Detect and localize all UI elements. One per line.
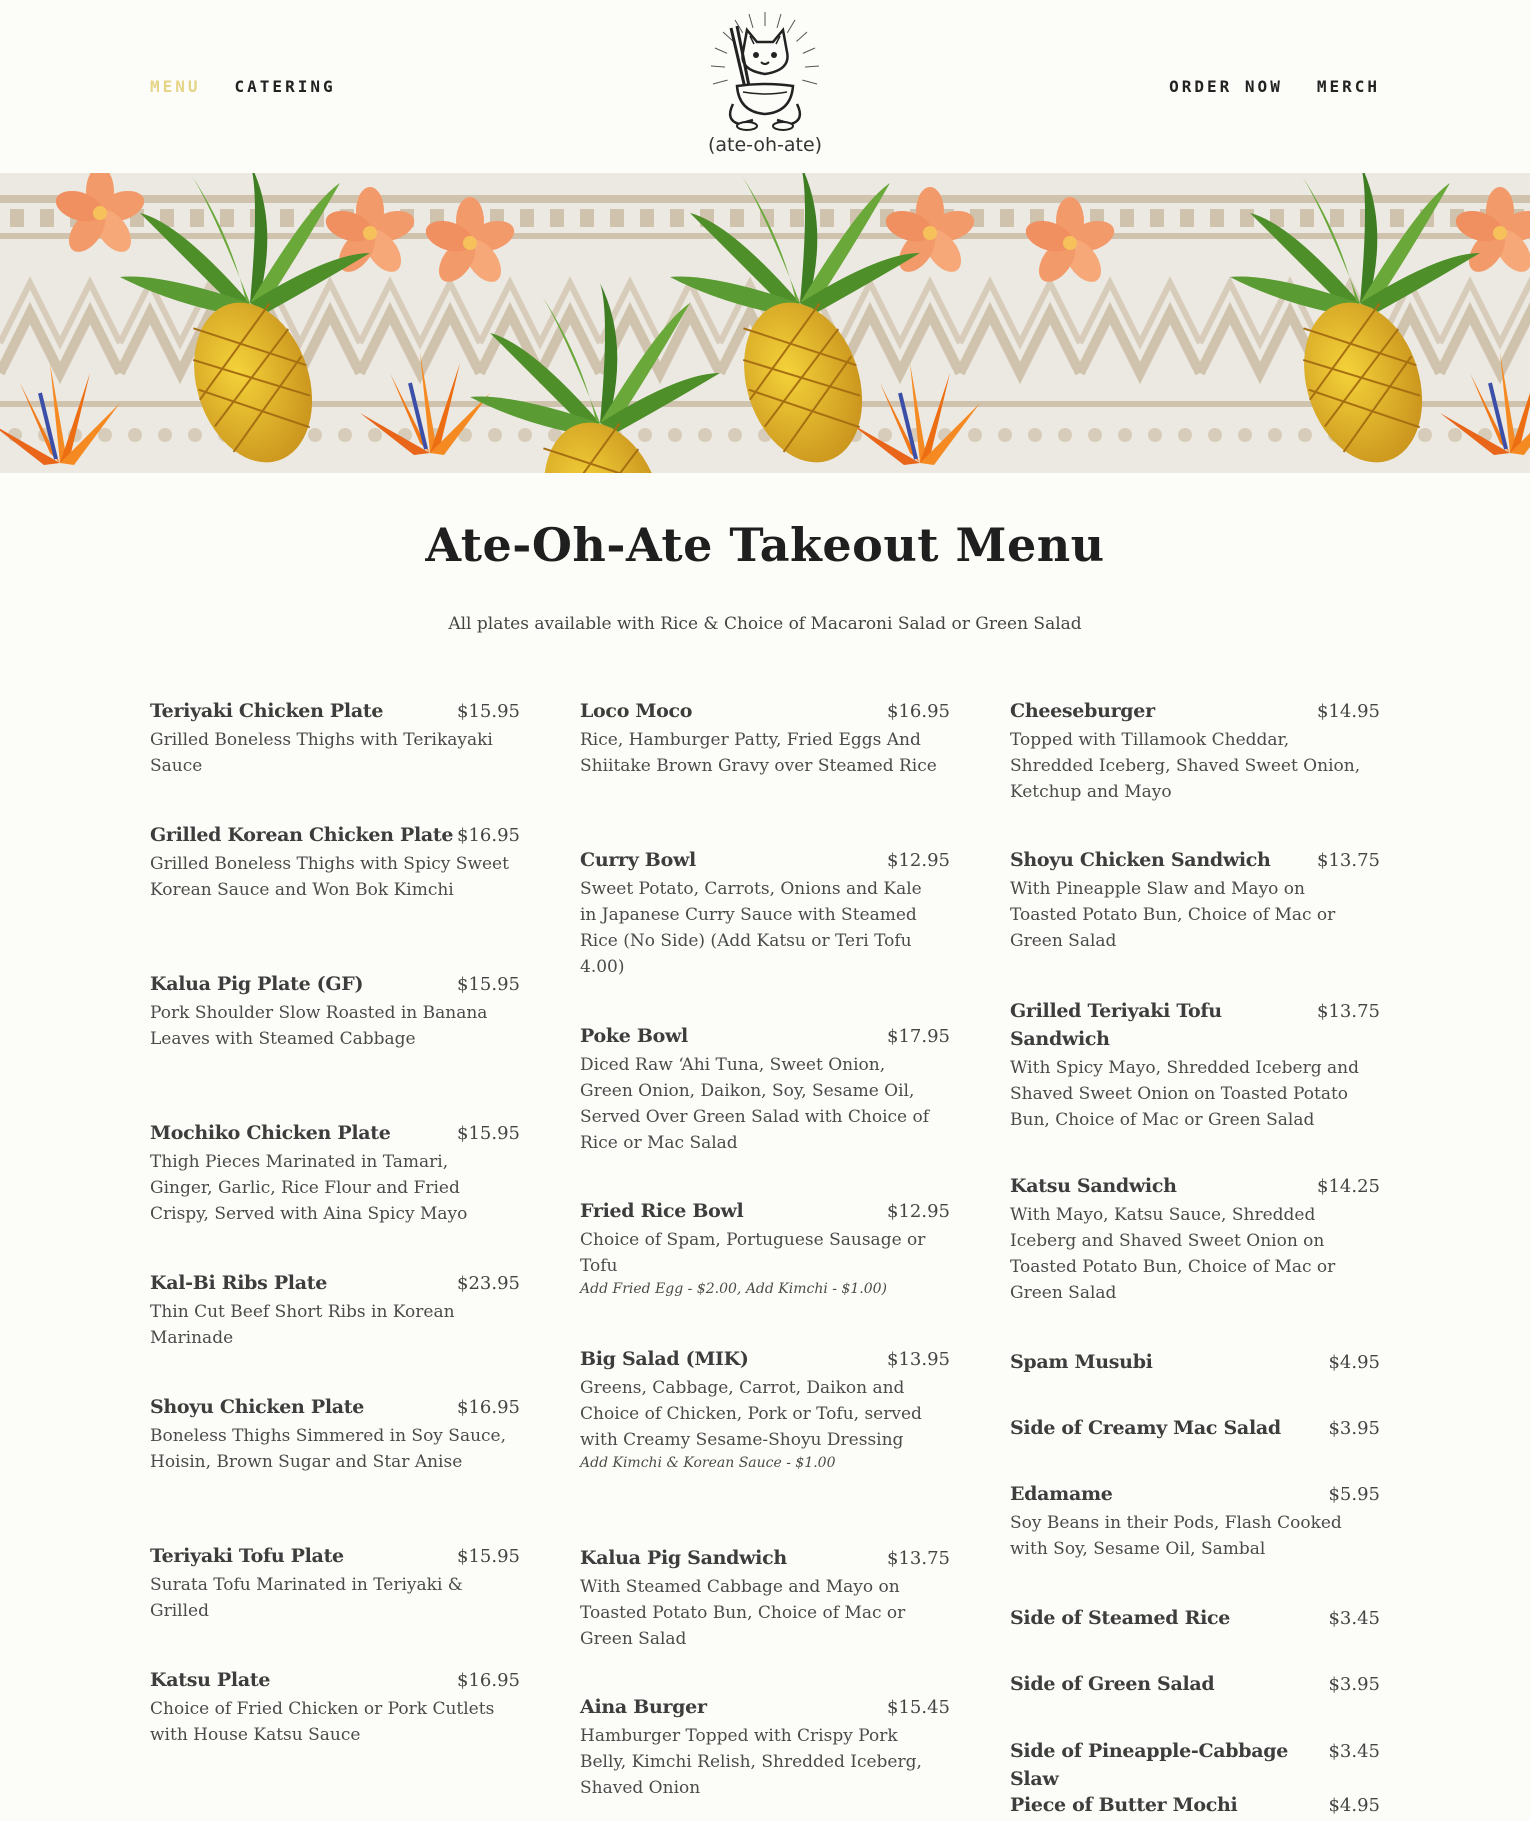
- menu-item: [1010, 846, 1380, 997]
- item-price: $13.95: [887, 1349, 950, 1370]
- menu-item: [150, 697, 520, 821]
- item-price: $3.45: [1328, 1608, 1380, 1629]
- item-price: $15.95: [457, 974, 520, 995]
- item-description: With Pineapple Slaw and Mayo on Toasted Potato Bun, Choice of Mac or Green Salad: [1010, 879, 1336, 951]
- item-description: Thin Cut Beef Short Ribs in Korean Marinade: [150, 1302, 455, 1348]
- menu-item: [1010, 1480, 1380, 1604]
- item-name: Fried Rice Bowl: [580, 1200, 744, 1222]
- item-price: $14.25: [1317, 1176, 1380, 1197]
- item-description: Sweet Potato, Carrots, Onions and Kale in Japanese Curry Sauce with Steamed Rice (No Side) (Add Katsu or Teri Tofu 4.00): [580, 879, 922, 977]
- menu-item: [1010, 1348, 1380, 1414]
- menu-item: [580, 846, 950, 1022]
- item-price: $4.95: [1328, 1352, 1380, 1373]
- item-note: Add Fried Egg - $2.00, Add Kimchi - $1.00): [580, 1281, 888, 1297]
- menu-item: [1010, 1172, 1380, 1348]
- item-price: $13.75: [1317, 1001, 1380, 1022]
- page-subtitle: All plates available with Rice & Choice of Macaroni Salad or Green Salad: [448, 614, 1082, 634]
- menu-item: [1010, 697, 1380, 846]
- menu-item: [150, 1666, 520, 1756]
- menu-item: [150, 970, 520, 1119]
- item-description: Boneless Thighs Simmered in Soy Sauce, Hoisin, Brown Sugar and Star Anise: [150, 1426, 507, 1472]
- nav-catering-link[interactable]: CATERING: [234, 77, 336, 96]
- menu-item: [1010, 1414, 1380, 1480]
- item-name: Side of Creamy Mac Salad: [1010, 1417, 1281, 1439]
- item-description: With Steamed Cabbage and Mayo on Toasted Potato Bun, Choice of Mac or Green Salad: [580, 1577, 906, 1649]
- item-description: Greens, Cabbage, Carrot, Daikon and Choice of Chicken, Pork or Tofu, served with Creamy Sesame-Shoyu Dressing: [580, 1378, 922, 1450]
- item-description: Hamburger Topped with Crispy Pork Belly, Kimchi Relish, Shredded Iceberg, Shaved Onion: [580, 1726, 922, 1798]
- item-description: Rice, Hamburger Patty, Fried Eggs And Shiitake Brown Gravy over Steamed Rice: [580, 730, 937, 776]
- menu-item: [150, 1542, 520, 1666]
- nav-left: [150, 76, 336, 98]
- item-name: Teriyaki Tofu Plate: [150, 1545, 344, 1567]
- item-price: $14.95: [1317, 701, 1380, 722]
- item-name: Grilled Korean Chicken Plate: [150, 824, 454, 846]
- menu-item: [1010, 1670, 1380, 1737]
- logo-text: (ate-oh-ate): [707, 134, 823, 156]
- menu-item: [150, 1119, 520, 1269]
- item-name: Kalua Pig Plate (GF): [150, 973, 364, 995]
- item-description: Choice of Fried Chicken or Pork Cutlets with House Katsu Sauce: [150, 1699, 495, 1745]
- item-price: $12.95: [887, 850, 950, 871]
- tropical-banner: [0, 173, 1530, 473]
- page-title: Ate-Oh-Ate Takeout Menu: [425, 518, 1105, 572]
- item-name: Mochiko Chicken Plate: [150, 1122, 391, 1144]
- menu-item: [580, 697, 950, 846]
- logo[interactable]: [703, 8, 827, 164]
- menu-item: [580, 1022, 950, 1197]
- item-price: $15.95: [457, 701, 520, 722]
- lucky-cat-logo-icon: [703, 8, 827, 132]
- menu-item: [150, 821, 520, 970]
- menu-item: [150, 1269, 520, 1393]
- item-name: Aina Burger: [580, 1696, 707, 1718]
- menu-column-1: [150, 697, 520, 1756]
- item-name: Piece of Butter Mochi: [1010, 1794, 1238, 1816]
- menu-item: [580, 1693, 950, 1803]
- item-price: $23.95: [457, 1273, 520, 1294]
- item-price: $3.95: [1328, 1418, 1380, 1439]
- menu-item: [580, 1544, 950, 1693]
- item-name: Spam Musubi: [1010, 1351, 1153, 1373]
- item-description: Surata Tofu Marinated in Teriyaki & Grilled: [150, 1575, 463, 1621]
- item-note: Add Kimchi & Korean Sauce - $1.00: [580, 1455, 836, 1471]
- item-description: Grilled Boneless Thighs with Terikayaki Sauce: [150, 730, 493, 776]
- item-description: Diced Raw ‘Ahi Tuna, Sweet Onion, Green Onion, Daikon, Soy, Sesame Oil, Served Over Green Salad with Choice of Rice or Mac Salad: [580, 1055, 930, 1153]
- item-price: $16.95: [457, 1397, 520, 1418]
- nav-merch-link[interactable]: MERCH: [1316, 77, 1380, 96]
- item-name: Shoyu Chicken Sandwich: [1010, 849, 1271, 871]
- item-name: Side of Pineapple-Cabbage Slaw: [1010, 1740, 1289, 1790]
- menu-item: [580, 1345, 950, 1544]
- nav-menu-link[interactable]: MENU: [150, 77, 201, 96]
- site-header: [0, 0, 1530, 173]
- item-price: $15.95: [457, 1123, 520, 1144]
- item-price: $16.95: [457, 825, 520, 846]
- item-description: Choice of Spam, Portuguese Sausage or Tofu: [580, 1230, 926, 1276]
- menu-item: [580, 1197, 950, 1345]
- item-name: Loco Moco: [580, 700, 693, 722]
- item-name: Side of Green Salad: [1010, 1673, 1215, 1695]
- item-description: Grilled Boneless Thighs with Spicy Sweet Korean Sauce and Won Bok Kimchi: [150, 854, 509, 900]
- menu-column-2: [580, 697, 950, 1803]
- item-description: Thigh Pieces Marinated in Tamari, Ginger, Garlic, Rice Flour and Fried Crispy, Served with Aina Spicy Mayo: [150, 1152, 468, 1224]
- menu-column-3: [1010, 697, 1380, 1821]
- item-price: $16.95: [887, 701, 950, 722]
- item-price: $5.95: [1328, 1484, 1380, 1505]
- item-price: $13.75: [1317, 850, 1380, 871]
- item-name: Edamame: [1010, 1483, 1113, 1505]
- item-price: $16.95: [457, 1670, 520, 1691]
- item-price: $13.75: [887, 1548, 950, 1569]
- item-description: Topped with Tillamook Cheddar, Shredded Iceberg, Shaved Sweet Onion, Ketchup and Mayo: [1010, 730, 1361, 802]
- menu-item: [1010, 1737, 1380, 1791]
- item-price: $12.95: [887, 1201, 950, 1222]
- item-price: $15.45: [887, 1697, 950, 1718]
- item-price: $17.95: [887, 1026, 950, 1047]
- item-name: Shoyu Chicken Plate: [150, 1396, 365, 1418]
- item-name: Poke Bowl: [580, 1025, 688, 1047]
- item-description: With Spicy Mayo, Shredded Iceberg and Shaved Sweet Onion on Toasted Potato Bun, Choice of Mac or Green Salad: [1010, 1058, 1359, 1130]
- item-name: Curry Bowl: [580, 849, 696, 871]
- item-price: $3.95: [1328, 1674, 1380, 1695]
- item-name: Katsu Plate: [150, 1669, 271, 1691]
- item-price: $3.45: [1328, 1741, 1380, 1762]
- item-name: Kal-Bi Ribs Plate: [150, 1272, 328, 1294]
- menu-item: [1010, 1791, 1380, 1821]
- item-name: Grilled Teriyaki Tofu Sandwich: [1010, 1000, 1222, 1050]
- item-name: Cheeseburger: [1010, 700, 1155, 722]
- item-name: Big Salad (MIK): [580, 1348, 749, 1370]
- menu-item: [1010, 1604, 1380, 1670]
- item-description: Soy Beans in their Pods, Flash Cooked with Soy, Sesame Oil, Sambal: [1010, 1513, 1342, 1559]
- item-name: Side of Steamed Rice: [1010, 1607, 1231, 1629]
- item-name: Teriyaki Chicken Plate: [150, 700, 384, 722]
- menu-item: [150, 1393, 520, 1542]
- nav-order-now-link[interactable]: ORDER NOW: [1169, 77, 1283, 96]
- menu-item: [1010, 997, 1380, 1172]
- item-name: Kalua Pig Sandwich: [580, 1547, 787, 1569]
- item-price: $4.95: [1328, 1795, 1380, 1816]
- nav-right: [1169, 76, 1380, 98]
- item-price: $15.95: [457, 1546, 520, 1567]
- item-description: With Mayo, Katsu Sauce, Shredded Iceberg and Shaved Sweet Onion on Toasted Potato Bun, Choice of Mac or Green Salad: [1010, 1205, 1336, 1303]
- pineapple-pattern-icon: [0, 173, 1530, 473]
- item-description: Pork Shoulder Slow Roasted in Banana Leaves with Steamed Cabbage: [150, 1003, 488, 1049]
- item-name: Katsu Sandwich: [1010, 1175, 1177, 1197]
